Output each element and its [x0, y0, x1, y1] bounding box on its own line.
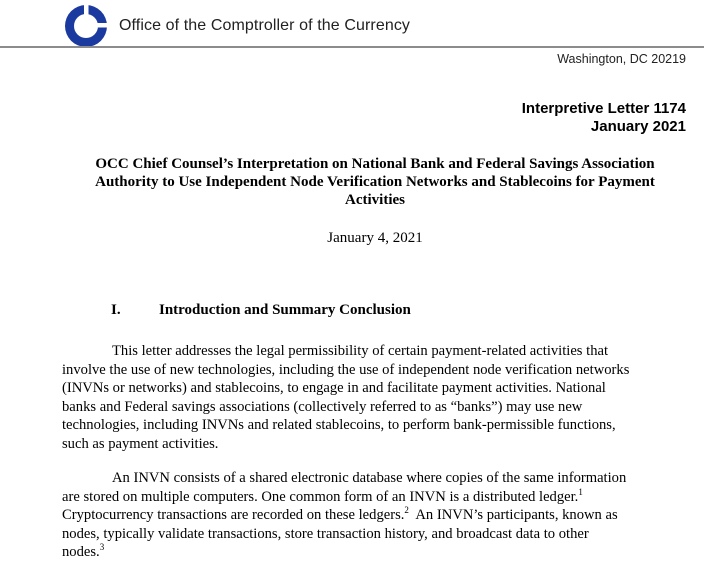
address: Washington, DC 20219: [557, 52, 686, 66]
paragraph-line: technologies, including INVNs and related stablecoins, to perform bank-permissible functions,: [62, 417, 616, 433]
document-date: January 4, 2021: [327, 230, 423, 246]
paragraph-line: An INVN consists of a shared electronic database where copies of the same information: [112, 470, 627, 486]
footnote-ref-1[interactable]: 1: [578, 486, 583, 497]
paragraph-line: nodes.$^3$: [62, 542, 105, 560]
footnote-ref-3[interactable]: 3: [99, 542, 105, 553]
section-title: Introduction and Summary Conclusion: [159, 302, 411, 318]
org-name: Office of the Comptroller of the Currency: [119, 17, 411, 34]
letter-month-year: January 2021: [590, 118, 686, 135]
section-number: I.: [111, 302, 121, 318]
footnote-ref-2[interactable]: 2: [404, 505, 409, 516]
paragraph-line: banks and Federal savings associations (collectively referred to as “banks”) may use new: [62, 398, 583, 415]
header-divider: [0, 46, 704, 48]
paragraph-line: are stored on multiple computers. One common form of an INVN is a distributed ledger.$^1$: [62, 486, 583, 505]
paragraph-2: [62, 469, 710, 562]
letter-number: Interpretive Letter 1174: [521, 100, 686, 117]
occ-logo: [64, 4, 108, 48]
paragraph-line: Cryptocurrency transactions are recorded on these ledgers.$^2$ An INVN’s participants, known as: [62, 505, 618, 523]
paragraph-line: This letter addresses the legal permissibility of certain payment-related activities that: [112, 343, 609, 359]
paragraph-line: (INVNs or networks) and stablecoins, to engage in and facilitate payment activities. National: [62, 380, 606, 396]
title-line: OCC Chief Counsel’s Interpretation on National Bank and Federal Savings Association: [95, 156, 655, 172]
paragraph-line: involve the use of new technologies, including the use of independent node verification networks: [62, 361, 630, 378]
paragraph-1: [62, 342, 710, 453]
paragraph-line: such as payment activities.: [62, 435, 219, 452]
paragraph-line: nodes, typically validate transactions, store transaction history, and broadcast data to other: [62, 525, 589, 542]
title-line: Authority to Use Independent Node Verification Networks and Stablecoins for Payment: [95, 174, 655, 190]
title-line: Activities: [345, 192, 405, 208]
document-title: [60, 155, 690, 209]
